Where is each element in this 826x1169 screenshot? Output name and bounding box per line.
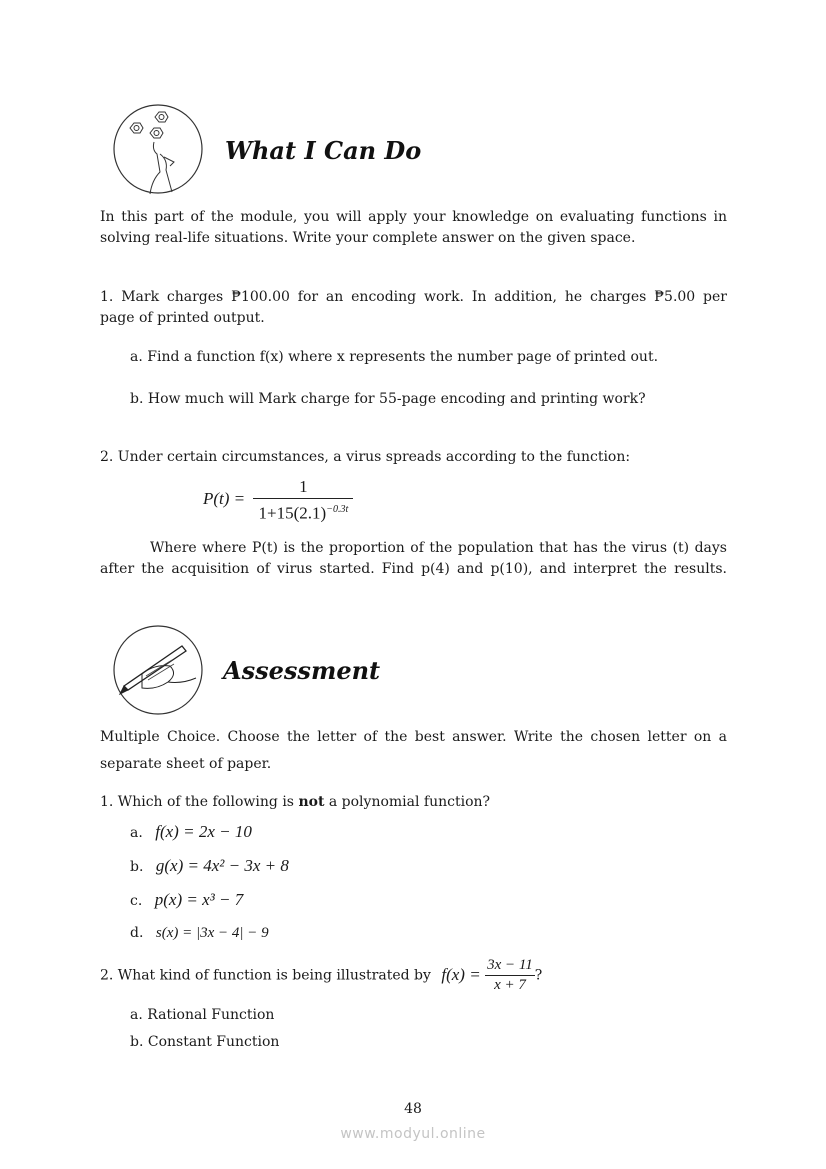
option-math: p(x) = x³ − 7 bbox=[154, 890, 244, 909]
q1-part-a: a. Find a function f(x) where x represents the number page of printed out. bbox=[130, 349, 659, 365]
option-math: g(x) = 4x² − 3x + 8 bbox=[155, 856, 289, 875]
q1-bold-not: not bbox=[298, 794, 325, 810]
option-letter: c. bbox=[130, 893, 143, 909]
q2-denominator: x + 7 bbox=[494, 977, 526, 993]
explain-line-1: Where where P(t) is the proportion of the population that has the virus (t) days bbox=[150, 540, 727, 556]
section-title-assessment: Assessment bbox=[223, 656, 381, 685]
option-math: f(x) = 2x − 10 bbox=[155, 822, 252, 841]
q1-part-b: b. How much will Mark charge for 55-page encoding and printing work? bbox=[130, 391, 646, 407]
q2-text: 2. What kind of function is being illustrated by bbox=[100, 967, 431, 984]
option-letter: d. bbox=[130, 925, 144, 941]
assessment-q1 bbox=[100, 793, 490, 811]
q1-line-2: page of printed output. bbox=[100, 310, 265, 326]
q2-question-mark: ? bbox=[534, 967, 543, 984]
formula-numerator: 1 bbox=[253, 476, 353, 499]
assessment-q2 bbox=[100, 956, 542, 995]
option-d bbox=[130, 924, 269, 942]
virus-formula bbox=[203, 476, 353, 525]
option-a bbox=[130, 823, 252, 842]
q2-option-a: a. Rational Function bbox=[130, 1007, 275, 1023]
q1-line-1: 1. Mark charges ₱100.00 for an encoding work. In addition, he charges ₱5.00 per bbox=[100, 289, 727, 305]
intro-line-2: solving real-life situations. Write your complete answer on the given space. bbox=[100, 230, 636, 246]
option-c bbox=[130, 891, 243, 910]
formula-denominator: 1+15(2.1) bbox=[258, 503, 327, 523]
option-b bbox=[130, 857, 289, 876]
explain-line-2: after the acquisition of virus started. Find p(4) and p(10), and interpret the results. bbox=[100, 561, 727, 577]
formula-lhs: P(t) = bbox=[203, 489, 246, 509]
formula-exponent: −0.3t bbox=[326, 504, 349, 515]
q2-lhs: f(x) = bbox=[441, 964, 481, 984]
option-math: s(x) = |3x − 4| − 9 bbox=[155, 925, 269, 941]
mc-intro-line-1: Multiple Choice. Choose the letter of the best answer. Write the chosen letter on a bbox=[100, 729, 727, 745]
intro-line-1: In this part of the module, you will apply your knowledge on evaluating functions in bbox=[100, 209, 727, 225]
mc-intro-line-2: separate sheet of paper. bbox=[100, 756, 272, 772]
hand-writing-pencil-icon bbox=[112, 624, 204, 716]
hand-with-nuts-icon bbox=[112, 102, 204, 196]
q1-post: a polynomial function? bbox=[324, 794, 491, 810]
section-title-what-i-can-do: What I Can Do bbox=[225, 136, 422, 165]
q2-text: 2. Under certain circumstances, a virus spreads according to the function: bbox=[100, 449, 631, 465]
q2-option-b: b. Constant Function bbox=[130, 1034, 280, 1050]
page-number: 48 bbox=[404, 1101, 422, 1117]
option-letter: b. bbox=[130, 859, 144, 875]
watermark: www.modyul.online bbox=[340, 1126, 486, 1142]
option-letter: a. bbox=[130, 825, 143, 841]
q2-numerator: 3x − 11 bbox=[485, 956, 535, 976]
q1-pre: 1. Which of the following is bbox=[100, 794, 299, 810]
